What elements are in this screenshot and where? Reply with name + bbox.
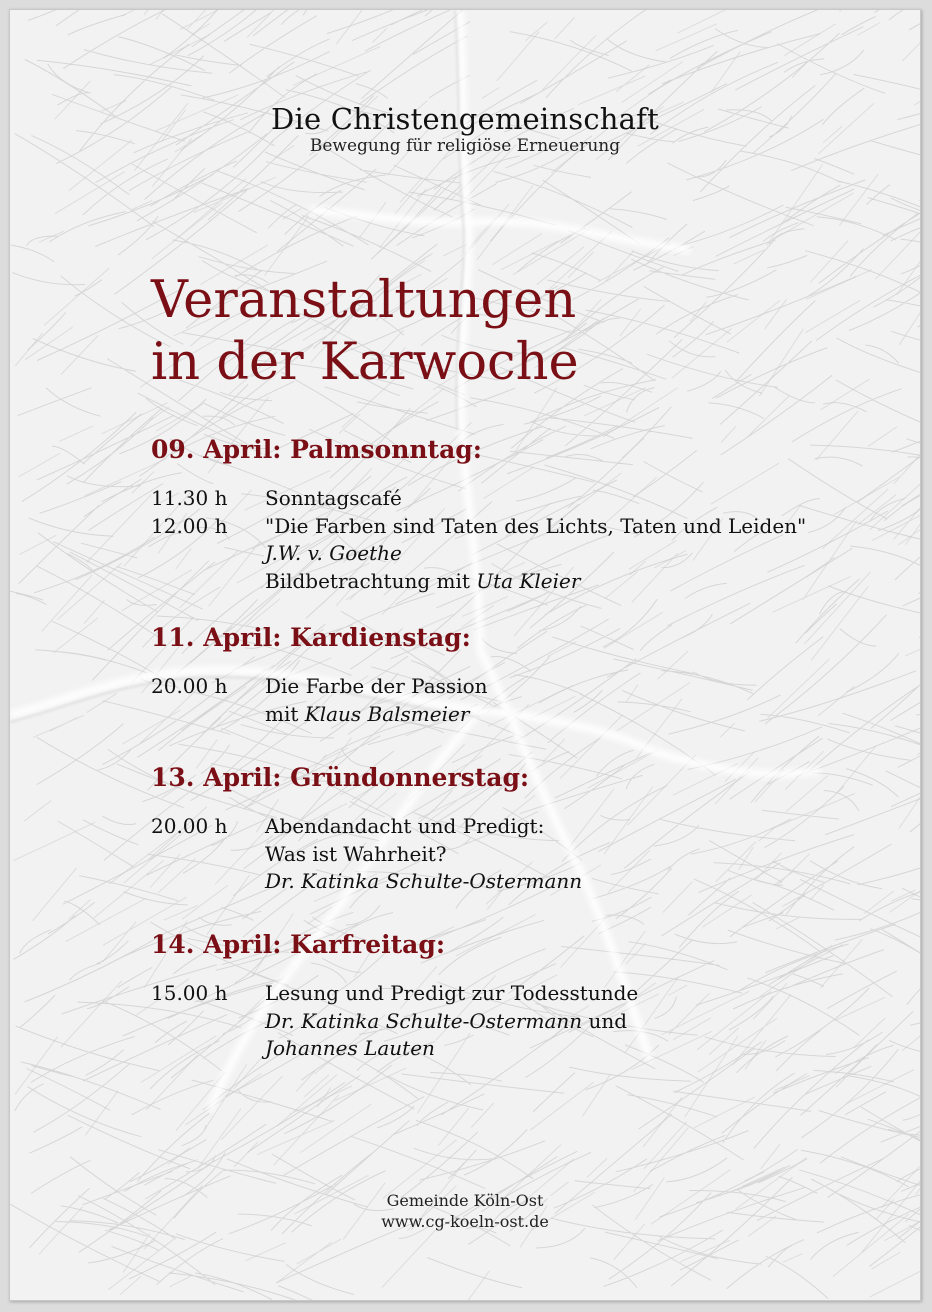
event-line (265, 813, 921, 841)
event-description (265, 673, 921, 728)
event-text: mit (265, 701, 305, 726)
event-line (265, 568, 921, 596)
footer (10, 1190, 920, 1232)
title-line-2: in der Karwoche (151, 333, 579, 392)
event-description (265, 485, 921, 513)
event-line (265, 1008, 921, 1036)
title-line-1: Veranstaltungen (151, 271, 577, 330)
background-texture (10, 10, 920, 1300)
event-text: Was ist Wahrheit? (265, 841, 447, 866)
event-line (265, 513, 921, 541)
page-title (151, 270, 579, 394)
event-person-name: Uta Kleier (476, 568, 581, 593)
event-description (265, 813, 921, 896)
day-heading: 11. April: Kardienstag: (151, 623, 471, 652)
event-text: und (582, 1008, 628, 1033)
event-person-name: Klaus Balsmeier (304, 701, 470, 726)
event-text: Abendandacht und Predigt: (265, 814, 545, 838)
event-person-name: J.W. v. Goethe (265, 541, 402, 565)
event-text: "Die Farben sind Taten des Lichts, Taten und Leiden" (265, 513, 807, 538)
event-line (265, 673, 921, 701)
day-heading: 13. April: Gründonnerstag: (151, 763, 530, 792)
event-person-name: Dr. Katinka Schulte-Ostermann (265, 1008, 583, 1033)
community-name: Gemeinde Köln-Ost (386, 1191, 544, 1210)
event-line (265, 485, 921, 513)
event-time: 15.00 h (151, 981, 228, 1005)
event-time: 11.30 h (151, 486, 228, 510)
event-text: Lesung und Predigt zur Todesstunde (265, 981, 639, 1005)
day-heading: 09. April: Palmsonntag: (151, 435, 483, 464)
event-line (265, 540, 921, 568)
event-description (265, 513, 921, 596)
organization-name: Die Christengemeinschaft (271, 102, 659, 136)
event-time: 12.00 h (151, 513, 228, 538)
poster-page (9, 9, 921, 1301)
event-text: Sonntagscafé (265, 486, 402, 510)
event-text: Die Farbe der Passion (265, 674, 488, 698)
event-line (265, 980, 921, 1008)
event-text: Bildbetrachtung mit (265, 568, 477, 593)
event-time: 20.00 h (151, 814, 228, 838)
event-line (265, 841, 921, 869)
event-line (265, 868, 921, 896)
event-description (265, 980, 921, 1063)
event-line (265, 1035, 921, 1063)
website-text: www.cg-koeln-ost.de (381, 1212, 549, 1231)
event-person-name: Johannes Lauten (265, 1036, 435, 1060)
organization-header (10, 102, 920, 156)
event-line (265, 701, 921, 729)
day-heading: 14. April: Karfreitag: (151, 930, 446, 959)
organization-subtitle: Bewegung für religiöse Erneuerung (309, 136, 621, 156)
event-person-name: Dr. Katinka Schulte-Ostermann (265, 869, 583, 893)
event-time: 20.00 h (151, 674, 228, 698)
